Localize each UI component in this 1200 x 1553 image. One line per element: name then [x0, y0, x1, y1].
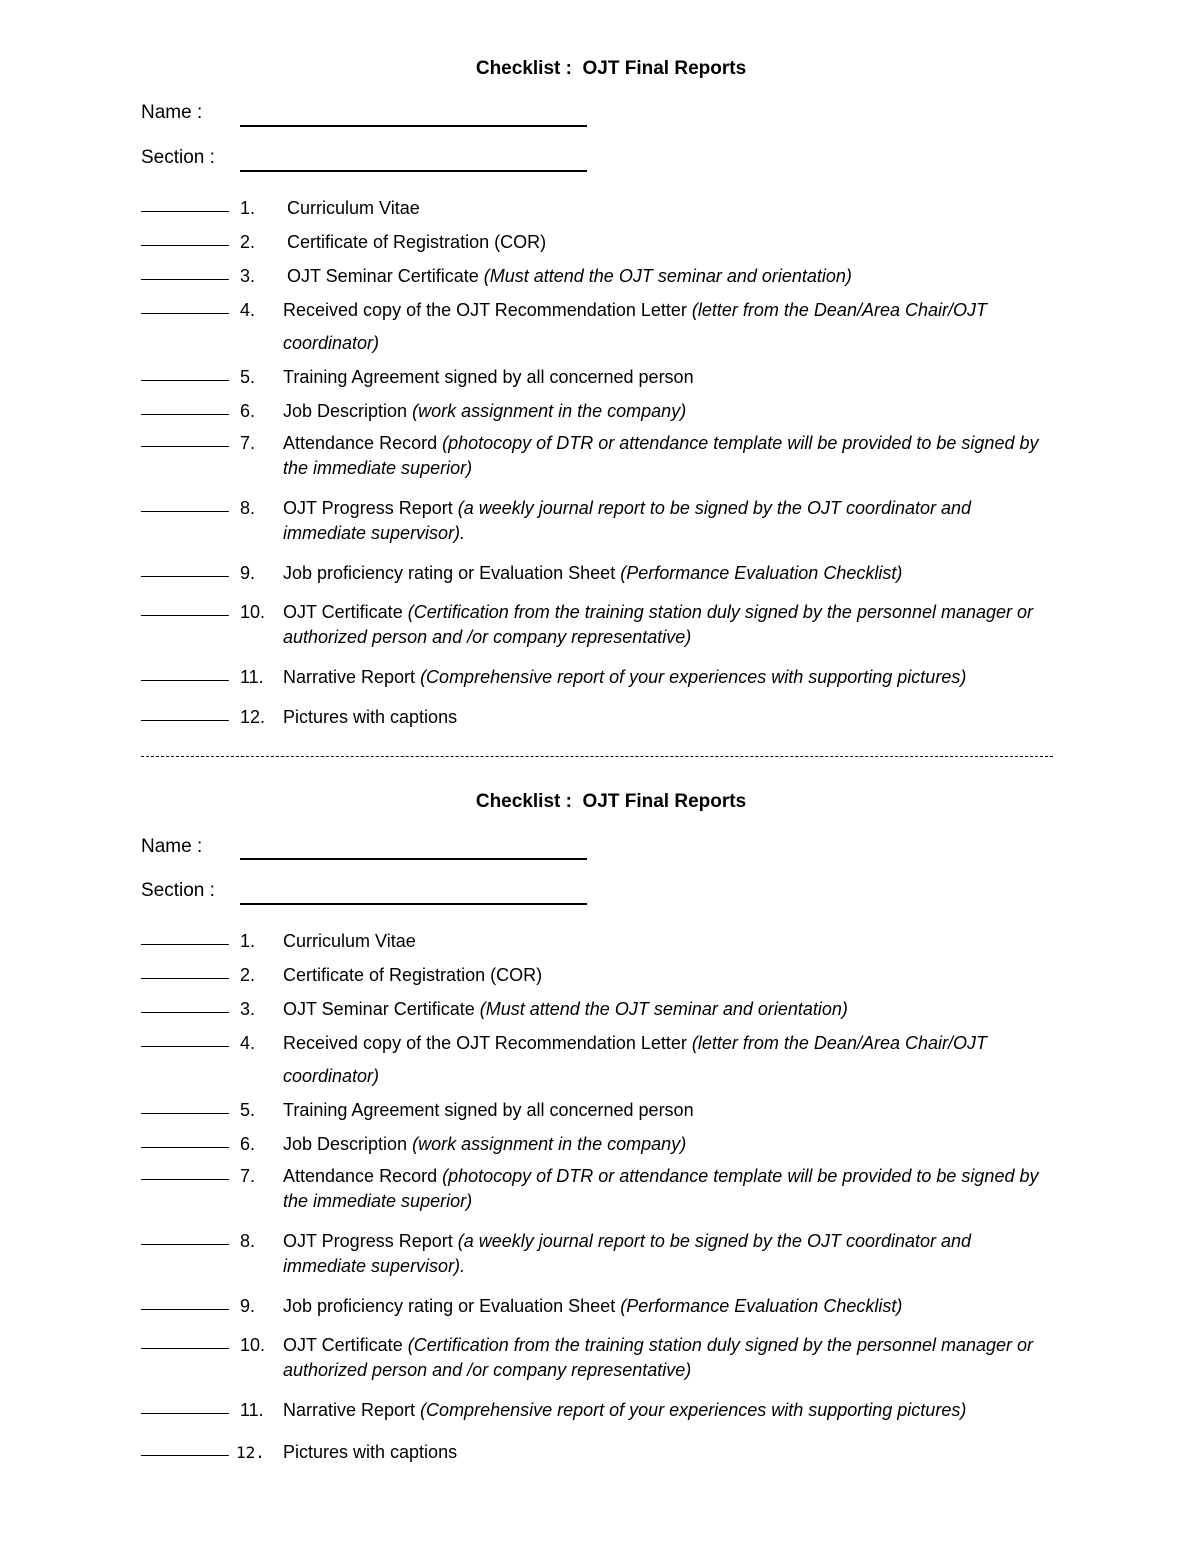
item-number: 5. [240, 1100, 256, 1120]
item-label: Pictures with captions [283, 707, 458, 727]
item-label: Received copy of the OJT Recommendation Letter [283, 1033, 687, 1053]
item-label: OJT Seminar Certificate [283, 999, 475, 1019]
item-label: Certificate of Registration (COR) [287, 232, 547, 252]
item-note: (work assignment in the company) [412, 1134, 687, 1154]
item-number: 5. [240, 367, 256, 387]
item-note: (Performance Evaluation Checklist) [620, 1296, 903, 1316]
item-number: 12. [240, 707, 266, 727]
item-label: OJT Seminar Certificate [287, 266, 479, 286]
check-blank[interactable] [141, 978, 229, 979]
item-label: Job Description [283, 401, 408, 421]
check-blank[interactable] [141, 1113, 229, 1114]
item-number: 3. [240, 266, 256, 286]
check-blank[interactable] [141, 511, 229, 512]
page-title: Checklist : OJT Final Reports [475, 791, 747, 812]
check-blank[interactable] [141, 576, 229, 577]
item-label: Job proficiency rating or Evaluation Sheet [283, 1296, 616, 1316]
name-label: Name : [141, 836, 203, 857]
item-note: (Certification from the training station duly signed by the personnel manager or authorized person and /or company representative) [283, 602, 1034, 647]
item-note: (Certification from the training station duly signed by the personnel manager or authorized person and /or company representative) [283, 1335, 1034, 1380]
check-blank[interactable] [141, 1046, 229, 1047]
check-blank[interactable] [141, 414, 229, 415]
item-label: Curriculum Vitae [287, 198, 420, 218]
item-note: (Must attend the OJT seminar and orientation) [479, 999, 848, 1019]
item-label: Pictures with captions [283, 1442, 458, 1462]
item-note: (Performance Evaluation Checklist) [620, 563, 903, 583]
item-label: Curriculum Vitae [283, 931, 416, 951]
check-blank[interactable] [141, 1348, 229, 1349]
check-blank[interactable] [141, 279, 229, 280]
item-label: Job proficiency rating or Evaluation Sheet [283, 563, 616, 583]
check-blank[interactable] [141, 720, 229, 721]
item-number: 1. [240, 931, 256, 951]
item-label: Narrative Report [283, 667, 416, 687]
name-fill-line[interactable] [240, 858, 587, 860]
check-blank[interactable] [141, 680, 229, 681]
item-label: Training Agreement signed by all concerned person [283, 1100, 694, 1120]
section-label: Section : [141, 880, 215, 901]
item-number: 1. [240, 198, 256, 218]
section-fill-line[interactable] [240, 903, 587, 905]
item-number: 2. [240, 965, 256, 985]
item-note: (work assignment in the company) [412, 401, 687, 421]
check-blank[interactable] [141, 944, 229, 945]
item-note: (photocopy of DTR or attendance template will be provided to be signed by the immediate superior) [283, 1166, 1039, 1211]
item-note: (letter from the Dean/Area Chair/OJT coordinator) [283, 300, 987, 353]
item-number: 6. [240, 401, 256, 421]
item-number: 9. [240, 1296, 256, 1316]
item-number: 10. [240, 1335, 266, 1355]
item-label: Attendance Record [283, 433, 438, 453]
item-label: Job Description [283, 1134, 408, 1154]
item-number: 8. [240, 498, 256, 518]
name-label: Name : [141, 102, 203, 123]
check-blank[interactable] [141, 211, 229, 212]
item-number: 6. [240, 1134, 256, 1154]
item-number: 9. [240, 563, 256, 583]
check-blank[interactable] [141, 380, 229, 381]
item-number: 2. [240, 232, 256, 252]
check-blank[interactable] [141, 1413, 229, 1414]
item-note: (letter from the Dean/Area Chair/OJT coordinator) [283, 1033, 987, 1086]
item-number: 3. [240, 999, 256, 1019]
item-note: (Comprehensive report of your experiences with supporting pictures) [420, 667, 967, 687]
check-blank[interactable] [141, 1179, 229, 1180]
check-blank[interactable] [141, 1309, 229, 1310]
item-label: OJT Progress Report [283, 1231, 453, 1251]
item-label: OJT Progress Report [283, 498, 453, 518]
item-number: 11. [240, 667, 264, 687]
item-label: Attendance Record [283, 1166, 438, 1186]
check-blank[interactable] [141, 615, 229, 616]
item-label: Received copy of the OJT Recommendation Letter [283, 300, 687, 320]
item-number: 11. [240, 1400, 264, 1420]
item-number: 12. [236, 1443, 265, 1462]
cut-divider [141, 756, 1053, 757]
check-blank[interactable] [141, 1244, 229, 1245]
item-number: 10. [240, 602, 266, 622]
check-blank[interactable] [141, 245, 229, 246]
item-number: 7. [240, 433, 256, 453]
item-number: 8. [240, 1231, 256, 1251]
item-note: (photocopy of DTR or attendance template will be provided to be signed by the immediate superior) [283, 433, 1039, 478]
item-label: OJT Certificate [283, 1335, 403, 1355]
item-number: 4. [240, 300, 256, 320]
check-blank[interactable] [141, 1455, 229, 1456]
item-label: Certificate of Registration (COR) [283, 965, 543, 985]
check-blank[interactable] [141, 1147, 229, 1148]
item-note: (Must attend the OJT seminar and orientation) [483, 266, 852, 286]
item-number: 7. [240, 1166, 256, 1186]
item-note: (a weekly journal report to be signed by the OJT coordinator and immediate supervisor). [283, 498, 972, 543]
item-note: (Comprehensive report of your experiences with supporting pictures) [420, 1400, 967, 1420]
check-blank[interactable] [141, 1012, 229, 1013]
check-blank[interactable] [141, 446, 229, 447]
section-label: Section : [141, 147, 215, 168]
item-label: Narrative Report [283, 1400, 416, 1420]
page-title: Checklist : OJT Final Reports [475, 58, 747, 79]
item-note: (a weekly journal report to be signed by the OJT coordinator and immediate supervisor). [283, 1231, 972, 1276]
name-fill-line[interactable] [240, 125, 587, 127]
section-fill-line[interactable] [240, 170, 587, 172]
item-number: 4. [240, 1033, 256, 1053]
check-blank[interactable] [141, 313, 229, 314]
item-label: Training Agreement signed by all concerned person [283, 367, 694, 387]
item-label: OJT Certificate [283, 602, 403, 622]
